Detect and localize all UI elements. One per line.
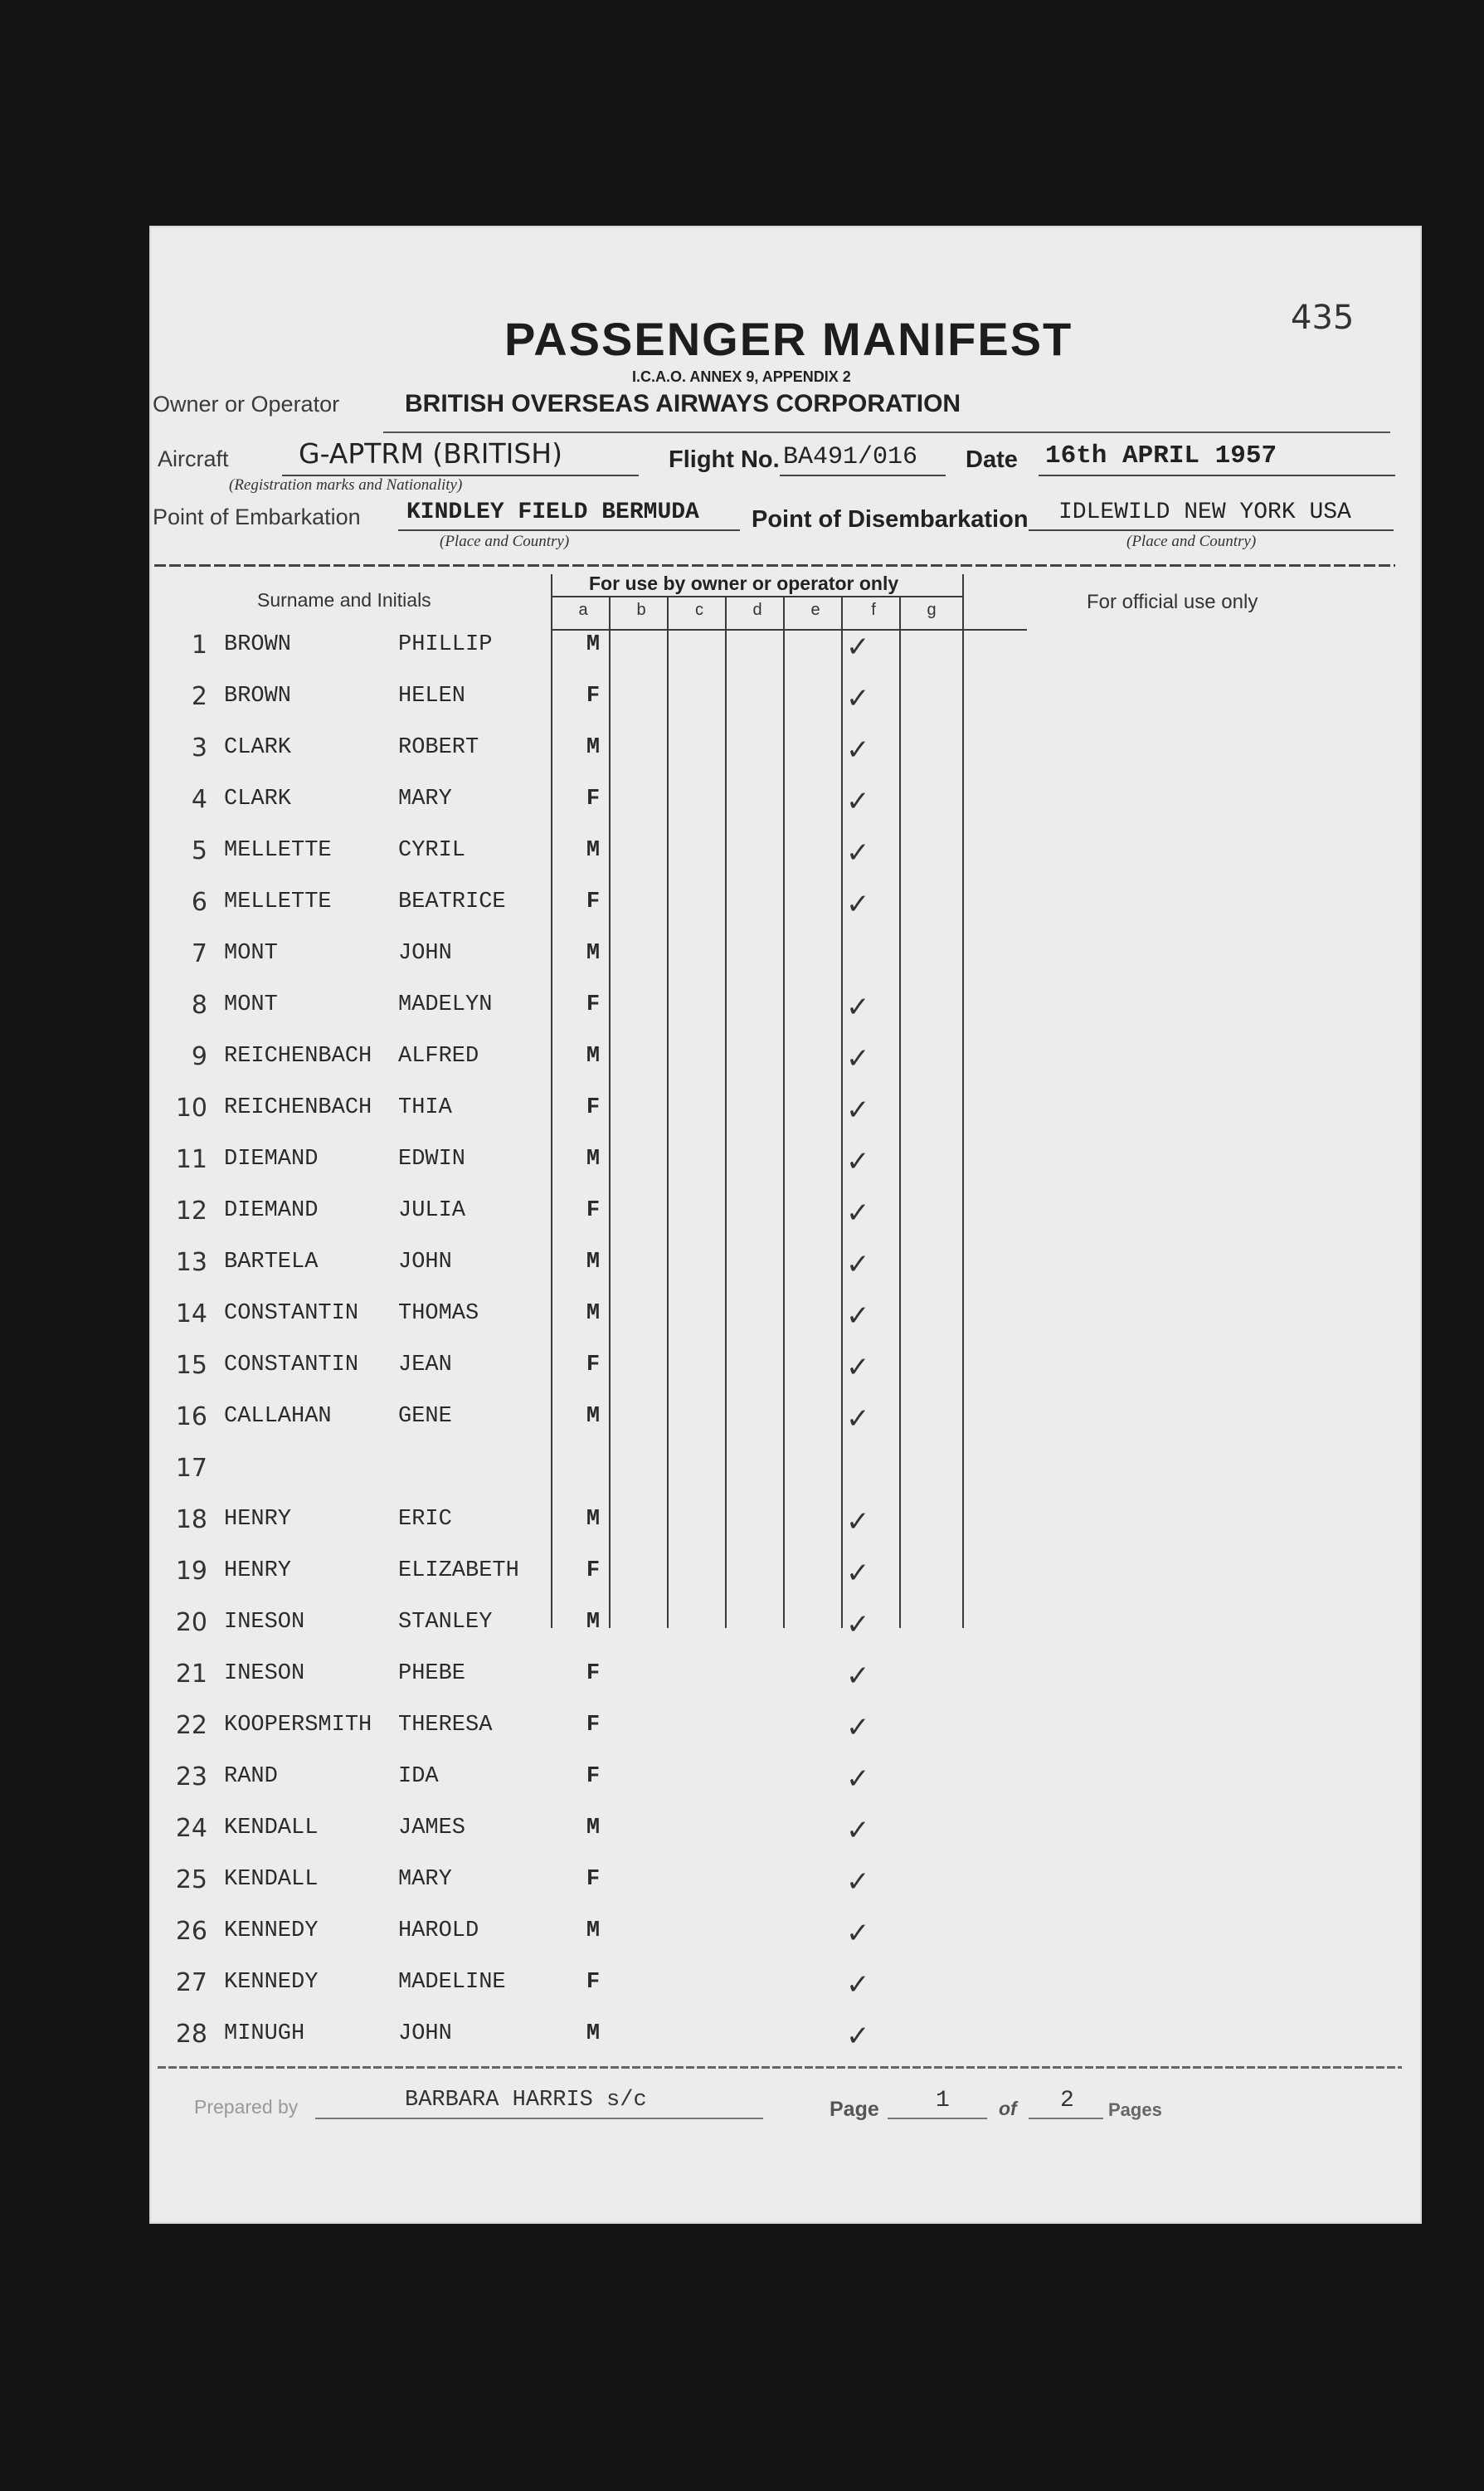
row-number: 26 (175, 1917, 207, 1946)
row-number: 14 (175, 1299, 207, 1328)
surname: KENDALL (224, 1867, 319, 1892)
surname: CONSTANTIN (224, 1301, 359, 1326)
check-mark: ✓ (846, 1094, 870, 1127)
row-number: 12 (175, 1197, 207, 1226)
check-mark: ✓ (846, 1917, 870, 1950)
first-name: JULIA (398, 1198, 466, 1223)
row-number: 4 (191, 785, 207, 814)
total-underline (1029, 2118, 1103, 2119)
sex: F (586, 1198, 601, 1223)
row-number: 24 (175, 1814, 207, 1843)
passenger-row (149, 984, 1422, 1036)
check-mark: ✓ (846, 631, 870, 664)
passenger-row (149, 1190, 1422, 1241)
surname: MONT (224, 941, 278, 966)
check-mark: ✓ (846, 888, 870, 921)
sex: M (586, 1918, 601, 1943)
page-underline (888, 2118, 987, 2119)
sex: F (586, 1867, 601, 1892)
row-number: 3 (191, 734, 207, 763)
check-mark: ✓ (846, 1248, 870, 1281)
prepared-by-value: BARBARA HARRIS s/c (405, 2088, 647, 2113)
column-letter-a: a (578, 601, 588, 619)
surname: DIEMAND (224, 1198, 319, 1223)
first-name: HAROLD (398, 1918, 479, 1943)
surname: CALLAHAN (224, 1404, 332, 1429)
row-number: 19 (175, 1557, 207, 1586)
passenger-row (149, 675, 1422, 727)
first-name: HELEN (398, 684, 466, 709)
sex: M (586, 1301, 601, 1326)
first-name: PHEBE (398, 1661, 466, 1686)
surname: MELLETTE (224, 838, 332, 863)
passenger-row (149, 1807, 1422, 1859)
date-underline (1039, 475, 1395, 476)
check-mark: ✓ (846, 836, 870, 870)
row-number: 13 (175, 1248, 207, 1277)
check-mark: ✓ (846, 1762, 870, 1796)
passenger-row (149, 1087, 1422, 1138)
footer-rule (158, 2066, 1402, 2069)
sex: F (586, 1970, 601, 1995)
passenger-row (149, 624, 1422, 675)
passenger-row (149, 1704, 1422, 1756)
row-number: 7 (191, 939, 207, 968)
sex: F (586, 1353, 601, 1377)
check-mark: ✓ (846, 1865, 870, 1899)
passenger-row (149, 933, 1422, 984)
passenger-row (149, 1756, 1422, 1807)
prepared-by-label: Prepared by (194, 2096, 299, 2118)
surname: BROWN (224, 632, 292, 657)
column-letter-b: b (636, 601, 646, 619)
sex: M (586, 1610, 601, 1635)
sex: F (586, 1558, 601, 1583)
surname: BROWN (224, 684, 292, 709)
check-mark: ✓ (846, 1814, 870, 1847)
aircraft-label: Aircraft (158, 446, 229, 471)
row-number: 25 (175, 1865, 207, 1894)
sex: M (586, 2021, 601, 2046)
embarkation-label: Point of Embarkation (153, 505, 361, 529)
disembarkation-value: IDLEWILD NEW YORK USA (1058, 500, 1351, 525)
check-mark: ✓ (846, 1608, 870, 1641)
surname: CLARK (224, 787, 292, 812)
date-value: 16th APRIL 1957 (1045, 441, 1277, 470)
first-name: STANLEY (398, 1610, 493, 1635)
check-mark: ✓ (846, 1660, 870, 1693)
embarkation-hint: (Place and Country) (440, 533, 570, 550)
row-number: 6 (191, 888, 207, 917)
passenger-row (149, 1653, 1422, 1704)
passenger-row (149, 1396, 1422, 1447)
embarkation-underline (398, 529, 740, 531)
row-number: 2 (191, 682, 207, 711)
header-rule (154, 564, 1395, 567)
page-label: Page (830, 2098, 879, 2121)
first-name: THOMAS (398, 1301, 479, 1326)
first-name: PHILLIP (398, 632, 493, 657)
check-mark: ✓ (846, 1351, 870, 1384)
sex: M (586, 1044, 601, 1069)
first-name: JOHN (398, 1250, 452, 1275)
flight-label: Flight No. (669, 446, 780, 473)
row-number: 11 (175, 1145, 207, 1174)
first-name: ERIC (398, 1507, 452, 1532)
first-name: GENE (398, 1404, 452, 1429)
surname: BARTELA (224, 1250, 319, 1275)
owner-header-rule (551, 596, 964, 597)
surname: KOOPERSMITH (224, 1713, 372, 1738)
page-current: 1 (936, 2088, 950, 2113)
surname: MINUGH (224, 2021, 305, 2046)
surname: MELLETTE (224, 890, 332, 914)
sex: F (586, 890, 601, 914)
sex: M (586, 1404, 601, 1429)
first-name: MARY (398, 1867, 452, 1892)
first-name: MADELINE (398, 1970, 506, 1995)
sex: M (586, 1507, 601, 1532)
passenger-row (149, 1910, 1422, 1962)
check-mark: ✓ (846, 1711, 870, 1744)
passenger-row (149, 1138, 1422, 1190)
surname: DIEMAND (224, 1147, 319, 1172)
sex: F (586, 1764, 601, 1789)
passenger-row (149, 1859, 1422, 1910)
row-number: 21 (175, 1660, 207, 1689)
passenger-row (149, 1962, 1422, 2013)
check-mark: ✓ (846, 1968, 870, 2001)
page-number: 435 (1291, 299, 1355, 337)
row-number: 18 (175, 1505, 207, 1534)
passenger-row (149, 1344, 1422, 1396)
sex: M (586, 1250, 601, 1275)
owner-rule (383, 431, 1390, 433)
sex: M (586, 941, 601, 966)
first-name: JOHN (398, 941, 452, 966)
check-mark: ✓ (846, 1042, 870, 1075)
first-name: ALFRED (398, 1044, 479, 1069)
first-name: JAMES (398, 1816, 466, 1840)
document-title: PASSENGER MANIFEST (504, 313, 1073, 365)
check-mark: ✓ (846, 1299, 870, 1333)
column-letter-f: f (871, 601, 876, 619)
surname: CONSTANTIN (224, 1353, 359, 1377)
passenger-row (149, 881, 1422, 933)
first-name: MARY (398, 787, 452, 812)
surname: INESON (224, 1661, 305, 1686)
passenger-row (149, 1601, 1422, 1653)
sex: M (586, 1147, 601, 1172)
check-mark: ✓ (846, 1557, 870, 1590)
surname: KENNEDY (224, 1918, 319, 1943)
row-number: 1 (191, 631, 207, 660)
check-mark: ✓ (846, 1197, 870, 1230)
row-number: 10 (175, 1094, 207, 1123)
sex: F (586, 1095, 601, 1120)
column-letter-d: d (752, 601, 762, 619)
check-mark: ✓ (846, 2020, 870, 2053)
surname: RAND (224, 1764, 278, 1789)
first-name: THIA (398, 1095, 452, 1120)
pages-label: Pages (1108, 2099, 1162, 2120)
flight-value: BA491/016 (783, 443, 918, 471)
row-number: 5 (191, 836, 207, 865)
passenger-row (149, 1241, 1422, 1293)
flight-underline (780, 475, 946, 476)
aircraft-value: G-APTRM (BRITISH) (299, 437, 562, 470)
passenger-row (149, 1499, 1422, 1550)
disembarkation-underline (1029, 529, 1394, 531)
first-name: IDA (398, 1764, 439, 1789)
surname: KENNEDY (224, 1970, 319, 1995)
check-mark: ✓ (846, 734, 870, 767)
official-use-column-header: For official use only (1087, 591, 1258, 613)
surname: CLARK (224, 735, 292, 760)
disembarkation-label: Point of Disembarkation (752, 506, 1029, 533)
passenger-row (149, 778, 1422, 830)
row-number: 20 (175, 1608, 207, 1637)
check-mark: ✓ (846, 991, 870, 1024)
passenger-row (149, 1293, 1422, 1344)
sex: F (586, 787, 601, 812)
owner-value: BRITISH OVERSEAS AIRWAYS CORPORATION (405, 390, 961, 417)
sex: F (586, 1661, 601, 1686)
surname: KENDALL (224, 1816, 319, 1840)
check-mark: ✓ (846, 1145, 870, 1178)
owner-label: Owner or Operator (153, 392, 340, 417)
embarkation-value: KINDLEY FIELD BERMUDA (406, 500, 699, 525)
sex: F (586, 1713, 601, 1738)
first-name: THERESA (398, 1713, 493, 1738)
passenger-row (149, 2013, 1422, 2064)
first-name: ROBERT (398, 735, 479, 760)
surname: REICHENBACH (224, 1044, 372, 1069)
first-name: CYRIL (398, 838, 466, 863)
of-label: of (999, 2098, 1017, 2119)
passenger-row (149, 1550, 1422, 1601)
surname: INESON (224, 1610, 305, 1635)
row-number: 27 (175, 1968, 207, 1997)
page-total: 2 (1060, 2088, 1074, 2113)
owner-only-column-header: For use by owner or operator only (589, 573, 899, 594)
surname: REICHENBACH (224, 1095, 372, 1120)
check-mark: ✓ (846, 785, 870, 818)
passenger-row (149, 727, 1422, 778)
passenger-row (149, 1447, 1422, 1499)
row-number: 23 (175, 1762, 207, 1791)
surname: MONT (224, 992, 278, 1017)
document-subtitle: I.C.A.O. ANNEX 9, APPENDIX 2 (632, 368, 851, 385)
surname: HENRY (224, 1558, 292, 1583)
row-number: 22 (175, 1711, 207, 1740)
row-number: 16 (175, 1402, 207, 1431)
first-name: MADELYN (398, 992, 493, 1017)
row-number: 17 (175, 1454, 207, 1483)
disembarkation-hint: (Place and Country) (1126, 533, 1257, 550)
check-mark: ✓ (846, 1402, 870, 1436)
sex: M (586, 632, 601, 657)
sex: F (586, 992, 601, 1017)
row-number: 15 (175, 1351, 207, 1380)
column-letter-e: e (810, 601, 820, 619)
column-letter-c: c (695, 601, 703, 619)
check-mark: ✓ (846, 682, 870, 715)
surname: HENRY (224, 1507, 292, 1532)
column-letter-g: g (927, 601, 937, 619)
sex: M (586, 735, 601, 760)
sex: M (586, 838, 601, 863)
first-name: JOHN (398, 2021, 452, 2046)
sex: M (586, 1816, 601, 1840)
row-number: 9 (191, 1042, 207, 1071)
first-name: ELIZABETH (398, 1558, 519, 1583)
manifest-page (149, 226, 1422, 2224)
prepared-underline (315, 2118, 763, 2119)
row-number: 28 (175, 2020, 207, 2049)
passenger-row (149, 1036, 1422, 1087)
sex: F (586, 684, 601, 709)
first-name: EDWIN (398, 1147, 466, 1172)
check-mark: ✓ (846, 1505, 870, 1538)
passenger-row (149, 830, 1422, 881)
row-number: 8 (191, 991, 207, 1020)
first-name: BEATRICE (398, 890, 506, 914)
date-label: Date (966, 446, 1018, 473)
surname-column-header: Surname and Initials (257, 589, 431, 611)
first-name: JEAN (398, 1353, 452, 1377)
aircraft-hint: (Registration marks and Nationality) (229, 476, 463, 494)
